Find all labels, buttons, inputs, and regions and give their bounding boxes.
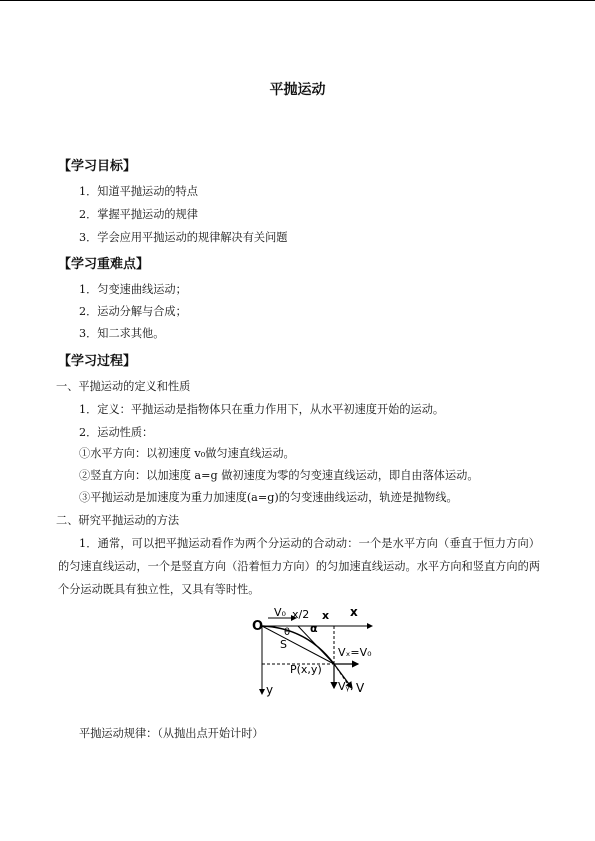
label-alpha: α: [310, 622, 318, 635]
nature-title: 2．运动性质：: [79, 426, 154, 439]
process-heading: 【学习过程】: [58, 354, 137, 369]
label-theta: θ: [284, 627, 291, 638]
section1-title: 一、平抛运动的定义和性质: [56, 380, 191, 393]
goal-item: 2．掌握平抛运动的规律: [79, 208, 198, 221]
goal-item: 1．知道平抛运动的特点: [79, 185, 198, 198]
nature-item: ②竖直方向：以加速度 a=g 做初速度为零的匀变速直线运动，即自由落体运动。: [79, 469, 479, 482]
section2-title: 二、研究平抛运动的方法: [56, 514, 180, 527]
top-rule: [0, 0, 595, 1]
goals-heading: 【学习目标】: [58, 159, 137, 174]
label-v0: V₀: [274, 606, 286, 619]
definition-line: 1．定义：平抛运动是指物体只在重力作用下，从水平初速度开始的运动。: [79, 403, 445, 416]
page-title: 平抛运动: [269, 82, 326, 98]
method-paragraph: 1．通常，可以把平抛运动看作为两个分运动的合动动：一个是水平方向（垂直于恒力方向）的匀速直线运动，一个是竖直方向（沿着恒力方向）的匀加速直线运动。水平方向和竖直方向的两个分运动既具有独立性，又具有等时性。: [58, 537, 540, 596]
nature-item: ③平抛运动是加速度为重力加速度(a=g)的匀变速曲线运动，轨迹是抛物线。: [79, 491, 458, 504]
label-y: y: [266, 683, 274, 697]
label-s: S: [280, 638, 287, 651]
label-x-top: x: [322, 609, 330, 622]
keypoint-item: 2．运动分解与合成；: [79, 305, 187, 318]
label-vx: Vₓ=V₀: [338, 646, 372, 659]
label-origin: O: [252, 619, 264, 634]
law-line: 平抛运动规律：（从抛出点开始计时）: [79, 727, 264, 740]
label-v: V: [356, 681, 365, 695]
label-vy: Vᵧ: [338, 680, 350, 693]
label-xhalf: x/2: [292, 608, 310, 621]
label-p: P(x,y): [290, 663, 322, 676]
label-x-axis: x: [350, 605, 358, 619]
goal-item: 3．学会应用平抛运动的规律解决有关问题: [79, 231, 288, 244]
keypoint-item: 1．匀变速曲线运动；: [79, 283, 187, 296]
keypoints-heading: 【学习重难点】: [58, 257, 150, 272]
displacement-line: [262, 626, 334, 664]
nature-item: ①水平方向：以初速度 v₀做匀速直线运动。: [79, 447, 295, 460]
projectile-diagram: [252, 598, 382, 698]
keypoint-item: 3．知二求其他。: [79, 327, 165, 340]
